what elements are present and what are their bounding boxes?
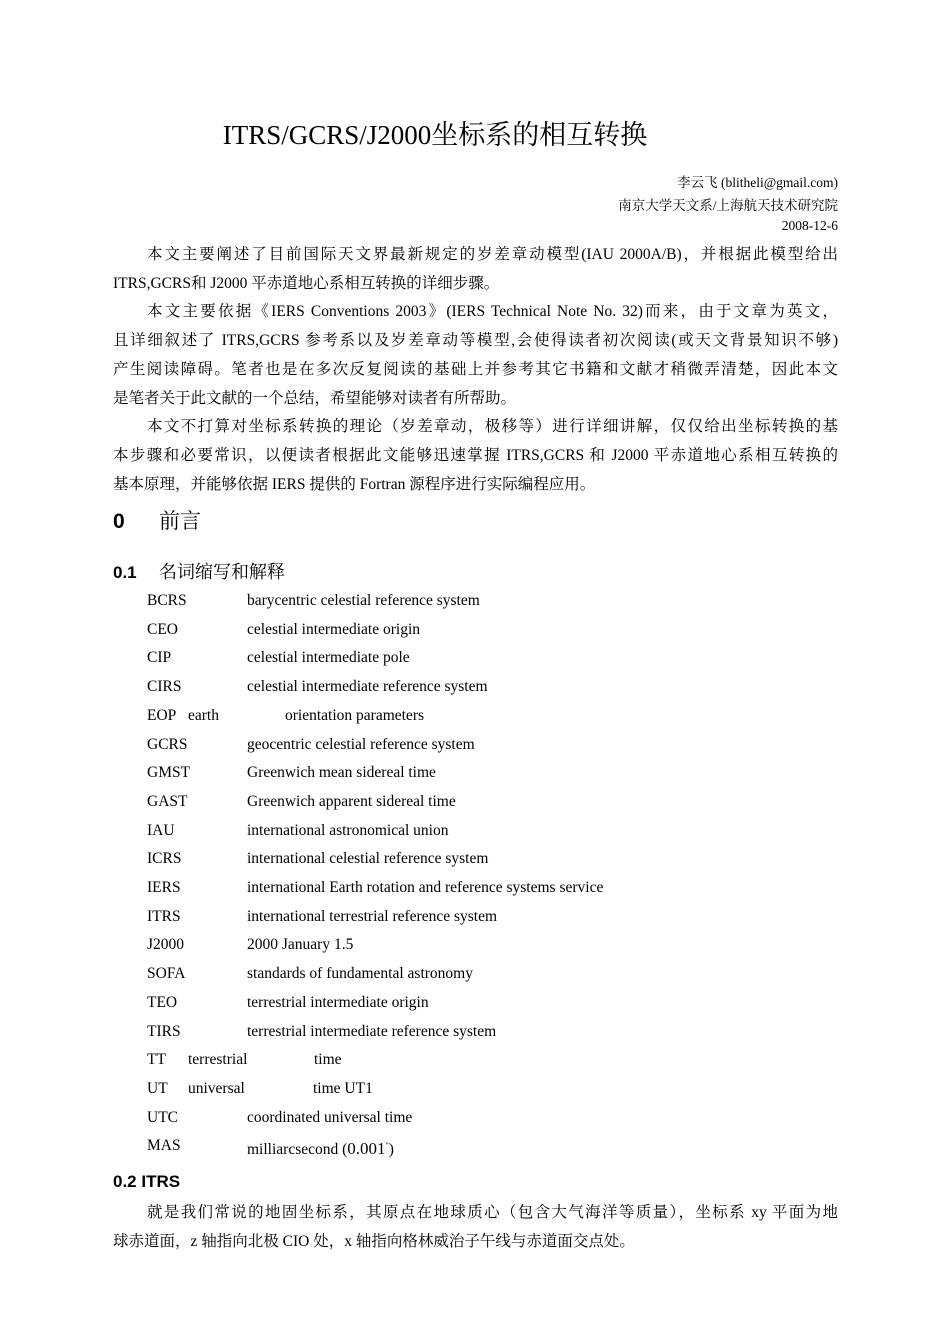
glossary-abbr: UT bbox=[147, 1079, 168, 1097]
glossary-definition: orientation parameters bbox=[285, 706, 425, 724]
glossary-definition: international terrestrial reference system bbox=[247, 907, 498, 925]
paragraph-line: 产生阅读障碍。笔者也是在多次反复阅读的基础上并参考其它书籍和文献才稍微弄清楚，因此本文 bbox=[113, 360, 838, 378]
definition-text: milliarcsecond ( bbox=[247, 1141, 348, 1159]
paragraph-line: ITRS,GCRS和 J2000 平赤道地心系相互转换的详细步骤。 bbox=[113, 274, 500, 292]
glossary-abbr: CIP bbox=[147, 649, 172, 667]
glossary-definition: terrestrial intermediate origin bbox=[247, 993, 429, 1011]
section-heading-0-1 bbox=[113, 558, 285, 584]
glossary-abbr: CEO bbox=[147, 620, 178, 638]
definition-close: ) bbox=[388, 1141, 394, 1159]
glossary-abbr: TIRS bbox=[147, 1022, 181, 1040]
glossary-definition bbox=[247, 1136, 394, 1160]
glossary-definition: Greenwich mean sidereal time bbox=[247, 764, 436, 782]
glossary-definition: time UT1 bbox=[313, 1079, 373, 1097]
glossary-abbr: GMST bbox=[147, 764, 191, 782]
section-number: 0.1 bbox=[113, 563, 137, 582]
section-number: 0 bbox=[113, 510, 125, 533]
glossary-abbr: SOFA bbox=[147, 965, 186, 983]
glossary-definition: 2000 January 1.5 bbox=[247, 936, 354, 954]
glossary-abbr-extra: universal bbox=[188, 1079, 245, 1097]
paragraph-line: 本文主要依据《IERS Conventions 2003》(IERS Technical Note No. 32)而来，由于文章为英文， bbox=[147, 303, 838, 321]
glossary-definition: international celestial reference system bbox=[247, 850, 489, 868]
glossary-definition: time bbox=[314, 1051, 342, 1069]
paragraph-line: 就是我们常说的地固坐标系，其原点在地球质心（包含大气海洋等质量），坐标系 xy 平面为地 bbox=[147, 1204, 838, 1221]
date: 2008-12-6 bbox=[781, 218, 838, 233]
paragraph-line: 本文不打算对坐标系转换的理论（岁差章动，极移等）进行详细讲解，仅仅给出坐标转换的基 bbox=[147, 418, 838, 436]
glossary-definition: barycentric celestial reference system bbox=[247, 592, 480, 609]
section-title: 前言 bbox=[159, 509, 201, 533]
glossary-abbr: MAS bbox=[147, 1137, 181, 1155]
glossary-abbr: UTC bbox=[147, 1108, 178, 1126]
glossary-definition: celestial intermediate origin bbox=[247, 620, 421, 638]
definition-unit: " bbox=[385, 1141, 389, 1151]
glossary-definition: standards of fundamental astronomy bbox=[247, 965, 473, 983]
glossary-abbr: GCRS bbox=[147, 735, 188, 753]
paragraph-line: 球赤道面，z 轴指向北极 CIO 处，x 轴指向格林威治子午线与赤道面交点处。 bbox=[113, 1232, 635, 1250]
glossary-abbr: CIRS bbox=[147, 678, 182, 696]
section-heading-0 bbox=[113, 505, 201, 535]
glossary-abbr: IERS bbox=[147, 879, 181, 896]
glossary-definition: coordinated universal time bbox=[247, 1108, 413, 1126]
glossary-abbr: EOP bbox=[147, 706, 177, 724]
glossary-abbr: GAST bbox=[147, 792, 188, 810]
glossary-definition: geocentric celestial reference system bbox=[247, 735, 475, 753]
paragraph-line: 且详细叙述了 ITRS,GCRS 参考系以及岁差章动等模型,会使得读者初次阅读(或天文背景知识不够) bbox=[113, 332, 838, 350]
affiliation: 南京大学天文系/上海航天技术研究院 bbox=[618, 198, 838, 213]
glossary-abbr: TEO bbox=[147, 993, 178, 1011]
glossary-abbr: J2000 bbox=[147, 936, 185, 954]
glossary-abbr: BCRS bbox=[147, 592, 187, 609]
glossary-abbr: ITRS bbox=[147, 907, 181, 925]
paragraph-line: 是笔者关于此文献的一个总结，希望能够对读者有所帮助。 bbox=[113, 389, 517, 407]
paragraph-line: 基本原理，并能够依据 IERS 提供的 Fortran 源程序进行实际编程应用。 bbox=[113, 475, 596, 493]
glossary-definition: international astronomical union bbox=[247, 821, 449, 839]
paragraph-line: 本文主要阐述了目前国际天文界最新规定的岁差章动模型(IAU 2000A/B)，并根据此模型给出 bbox=[147, 246, 838, 263]
definition-value: 0.001 bbox=[347, 1139, 386, 1159]
glossary-definition: terrestrial intermediate reference system bbox=[247, 1022, 497, 1040]
author: 李云飞 (blitheli@gmail.com) bbox=[677, 175, 838, 190]
glossary-definition: celestial intermediate reference system bbox=[247, 678, 488, 696]
section-heading-0-2: 0.2 ITRS bbox=[113, 1172, 181, 1191]
document-title: ITRS/GCRS/J2000坐标系的相互转换 bbox=[222, 120, 648, 150]
glossary-abbr: TT bbox=[147, 1051, 166, 1069]
glossary-abbr-extra: terrestrial bbox=[188, 1051, 248, 1069]
glossary-definition: celestial intermediate pole bbox=[247, 649, 410, 667]
glossary-definition: international Earth rotation and reference systems service bbox=[247, 879, 604, 896]
glossary-abbr-extra: earth bbox=[188, 706, 219, 724]
glossary-abbr: ICRS bbox=[147, 850, 182, 868]
paragraph-line: 本步骤和必要常识，以便读者根据此文能够迅速掌握 ITRS,GCRS 和 J2000 平赤道地心系相互转换的 bbox=[113, 446, 838, 464]
glossary-definition: Greenwich apparent sidereal time bbox=[247, 792, 456, 810]
section-title: 名词缩写和解释 bbox=[159, 562, 285, 582]
glossary-abbr: IAU bbox=[147, 821, 175, 839]
